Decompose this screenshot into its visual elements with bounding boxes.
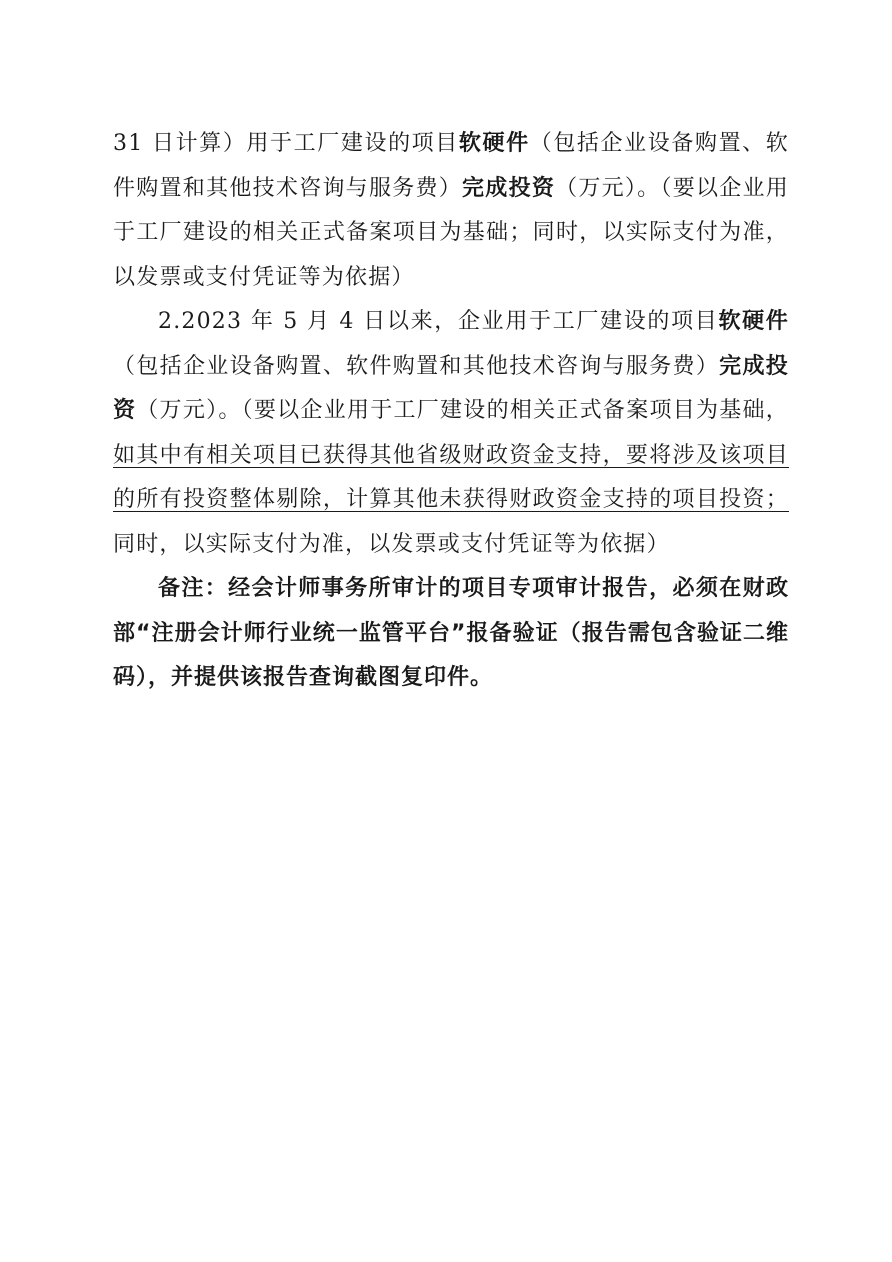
paragraph-text: （万元）。（要以企业用于工厂建设的相关正式备案项目为基础；同时，以实际支付为准，以发票或支付凭证等为依据） <box>113 175 789 290</box>
paragraph-investment-period-1 <box>113 122 789 300</box>
paragraph-text: 2.2023 年 5 月 4 日以来，企业用于工厂建设的项目 <box>158 309 719 334</box>
paragraph-text: （包括企业设备购置、软件购置和其他技术咨询与服务费） <box>113 131 789 201</box>
emphasis-software-hardware: 软硬件 <box>718 309 789 334</box>
paragraph-text: （包括企业设备购置、软件购置和其他技术咨询与服务费） <box>113 353 720 379</box>
note-paragraph: 备注：经会计师事务所审计的项目专项审计报告，必须在财政部“注册会计师行业统一监管平台”报备验证（报告需包含验证二维码），并提供该报告查询截图复印件。 <box>113 576 789 690</box>
emphasis-completed-investment: 完成投资 <box>113 353 789 423</box>
paragraph-investment-period-2 <box>113 300 789 567</box>
document-body <box>113 122 789 701</box>
paragraph-text: 同时，以实际支付为准，以发票或支付凭证等为依据） <box>113 531 670 557</box>
emphasis-completed-investment: 完成投资 <box>462 175 556 201</box>
paragraph-text: （万元）。（要以企业用于工厂建设的相关正式备案项目为基础， <box>136 398 789 423</box>
paragraph-text: 31 日计算）用于工厂建设的项目 <box>113 131 459 156</box>
emphasis-software-hardware: 软硬件 <box>458 131 530 156</box>
underlined-exclusion-rule: 如其中有相关项目已获得其他省级财政资金支持，要将涉及该项目的所有投资整体剔除，计算其他未获得财政资金支持的项目投资； <box>113 442 789 512</box>
